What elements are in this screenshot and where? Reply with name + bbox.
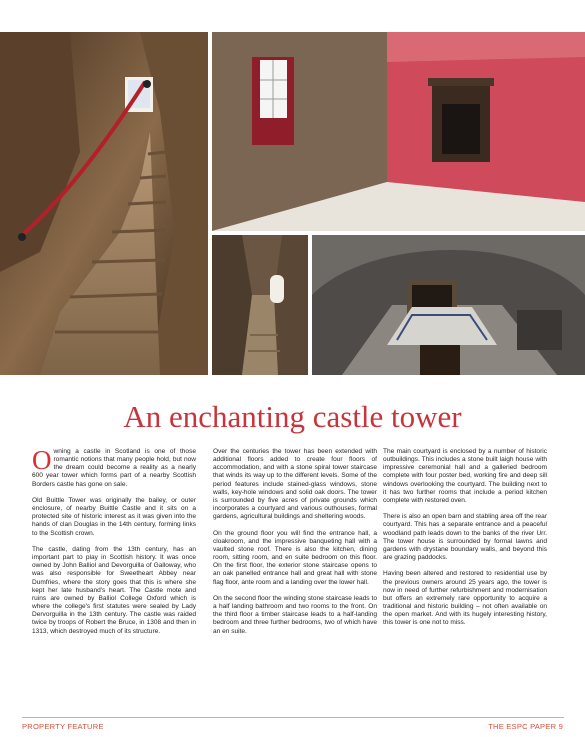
window-passage-photo	[212, 235, 308, 375]
article-paragraph: The main courtyard is enclosed by a number of historic outbuildings. This includes a stone built laigh house with impressive ceremonial hall and a galleried bedroom complete with four poster bed, working fire and deep sill windows overlooking the courtyard. The building next to it has two further rooms that include a period kitchen complete with restored oven.	[383, 448, 547, 504]
article-column-1	[32, 445, 196, 644]
article-paragraph	[32, 445, 196, 489]
paragraph-text: wning a castle in Scotland is one of those romantic notions that many people hold, but now the dream could become a reality as a nearly 600 year tower which forms part of a nearby Scottish Borders castle has gone on sale.	[32, 448, 196, 488]
fireplace-room-photo	[212, 32, 585, 231]
article-column-2	[213, 448, 377, 644]
article-paragraph: On the second floor the winding stone staircase leads to a half landing bathroom and two rooms to the front. On the third floor a timber staircase leads to a half-landing bedroom and three further bedrooms, two of which have an en suite.	[213, 594, 377, 635]
banqueting-hall-photo	[312, 235, 585, 375]
staircase-photo	[0, 32, 208, 375]
drop-cap: O	[32, 445, 52, 475]
article-paragraph: The castle, dating from the 13th century, has an important part to play in Scottish history. It was once owned by John Balliol and Devorguilla of Galloway, who was also responsible for Sweetheart Abbey near Dumfries, where the story goes that this is where she kept her late husband's heart. The Castle mote and ruins are owned by Balliol College Oxford which is where the college's first statutes were sealed by Lady Dervorguilla in the 13th century. The castle was raided twice by troops of Robert the Bruce, in 1308 and then in 1313, which destroyed much of its structure.	[32, 545, 196, 635]
page-number: THE ESPC PAPER 9	[488, 722, 563, 731]
article-paragraph: Old Buittle Tower was originally the bailey, or outer enclosure, of nearby Buittle Castle and it sits on a protected site of historic interest as it was given into the hands of clan Douglas in the 14th century, forming links to the Scottish crown.	[32, 496, 196, 537]
article-paragraph: There is also an open barn and stabling area off the rear courtyard. This has a separate entrance and a peaceful woodland path leads down to the banks of the river Urr. The tower house is surrounded by formal lawns and gardens with drystane boundary walls, and beyond this are grazing paddocks.	[383, 513, 547, 562]
headline: An enchanting castle tower	[123, 399, 462, 434]
article-paragraph: On the ground floor you will find the entrance hall, a cloakroom, and the impressive banqueting hall with a vaulted stone roof. There is also the kitchen, dining room, sitting room, and en suite bedroom on this floor. On the first floor, the exterior stone staircase opens to an oak panelled entrance hall and great hall with stone flag floor, ante room and a landing over the lower hall.	[213, 529, 377, 586]
article-paragraph: Having been altered and restored to residential use by the previous owners around 25 years ago, the tower is now in need of further refurbishment and modernisation but offers an extremely rare opportunity to acquire a traditional and historic building – not often available on the open market. And with its hugely interesting history, this tower is one not to miss.	[383, 570, 547, 627]
article-column-3	[383, 448, 547, 636]
section-label: PROPERTY FEATURE	[22, 722, 104, 731]
article-paragraph: Over the centuries the tower has been extended with additional floors added to create four floors of accommodation, and with a stone spiral tower staircase that winds its way up to the different levels. Some of the period features include stained-glass windows, stone walls, key-hole windows and solid oak doors. The tower is surrounded by five acres of private grounds which incorporates a courtyard and various outhouses, formal gardens, agricultural buildings and sheltering woods.	[213, 448, 377, 521]
footer-rule	[22, 717, 564, 718]
